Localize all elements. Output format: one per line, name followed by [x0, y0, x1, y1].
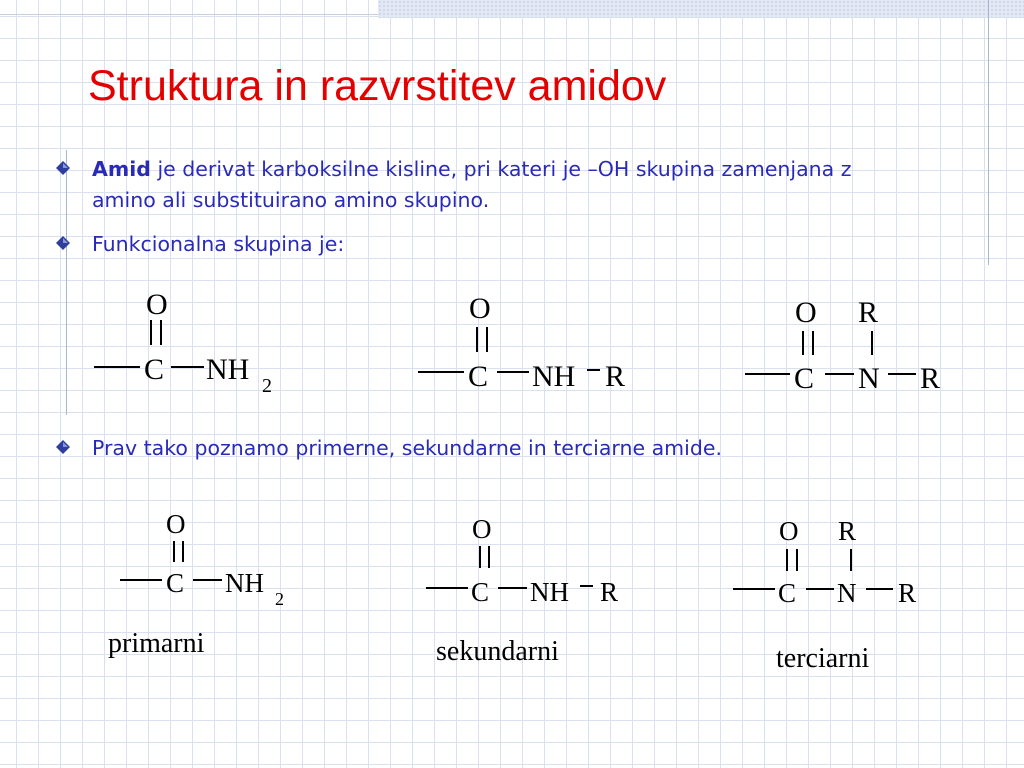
atom-c: C — [468, 360, 489, 393]
subscript-2: 2 — [262, 375, 272, 397]
slide-title: Struktura in razvrstitev amidov — [88, 62, 667, 110]
label-primary: primarni — [108, 628, 205, 659]
atom-o: O — [166, 509, 186, 539]
structure-secondary-bottom — [426, 514, 618, 667]
atom-n: N — [858, 362, 880, 395]
functional-group-text: Funkcionalna skupina je: — [92, 232, 345, 256]
atom-nh: NH — [225, 568, 264, 598]
atom-c: C — [778, 578, 797, 608]
amid-definition-text: je derivat karboksilne kisline, pri kateri je –OH skupina zamenjana z amino ali substituirano amino skupino. — [92, 157, 852, 212]
atom-c: C — [471, 577, 490, 607]
atom-o: O — [469, 292, 491, 325]
atom-o: O — [146, 288, 168, 321]
atom-nh: NH — [530, 577, 569, 607]
atom-c: C — [166, 568, 185, 598]
atom-o: O — [472, 514, 492, 544]
structure-primary-bottom — [108, 509, 284, 659]
atom-c: C — [794, 362, 815, 395]
structure-secondary-top — [418, 292, 625, 393]
atom-nh: NH — [532, 360, 576, 393]
subscript-2: 2 — [275, 589, 284, 609]
atom-o: O — [795, 296, 817, 329]
structure-primary-top — [94, 288, 272, 397]
amide-types-text: Prav tako poznamo primerne, sekundarne in terciarne amide. — [92, 436, 722, 460]
atom-c: C — [144, 353, 165, 386]
atom-r: R — [600, 577, 619, 607]
atom-r: R — [920, 362, 941, 395]
atom-r: R — [605, 360, 626, 393]
atom-r: R — [898, 578, 917, 608]
label-tertiary: terciarni — [776, 643, 870, 674]
atom-nh: NH — [206, 353, 250, 386]
atom-o: O — [779, 516, 799, 546]
atom-r: R — [838, 516, 857, 546]
structure-tertiary-top — [745, 296, 940, 395]
label-secondary: sekundarni — [436, 636, 559, 667]
atom-r: R — [858, 296, 879, 329]
amid-term: Amid — [92, 157, 151, 181]
atom-n: N — [837, 578, 857, 608]
structure-tertiary-bottom — [733, 516, 916, 674]
